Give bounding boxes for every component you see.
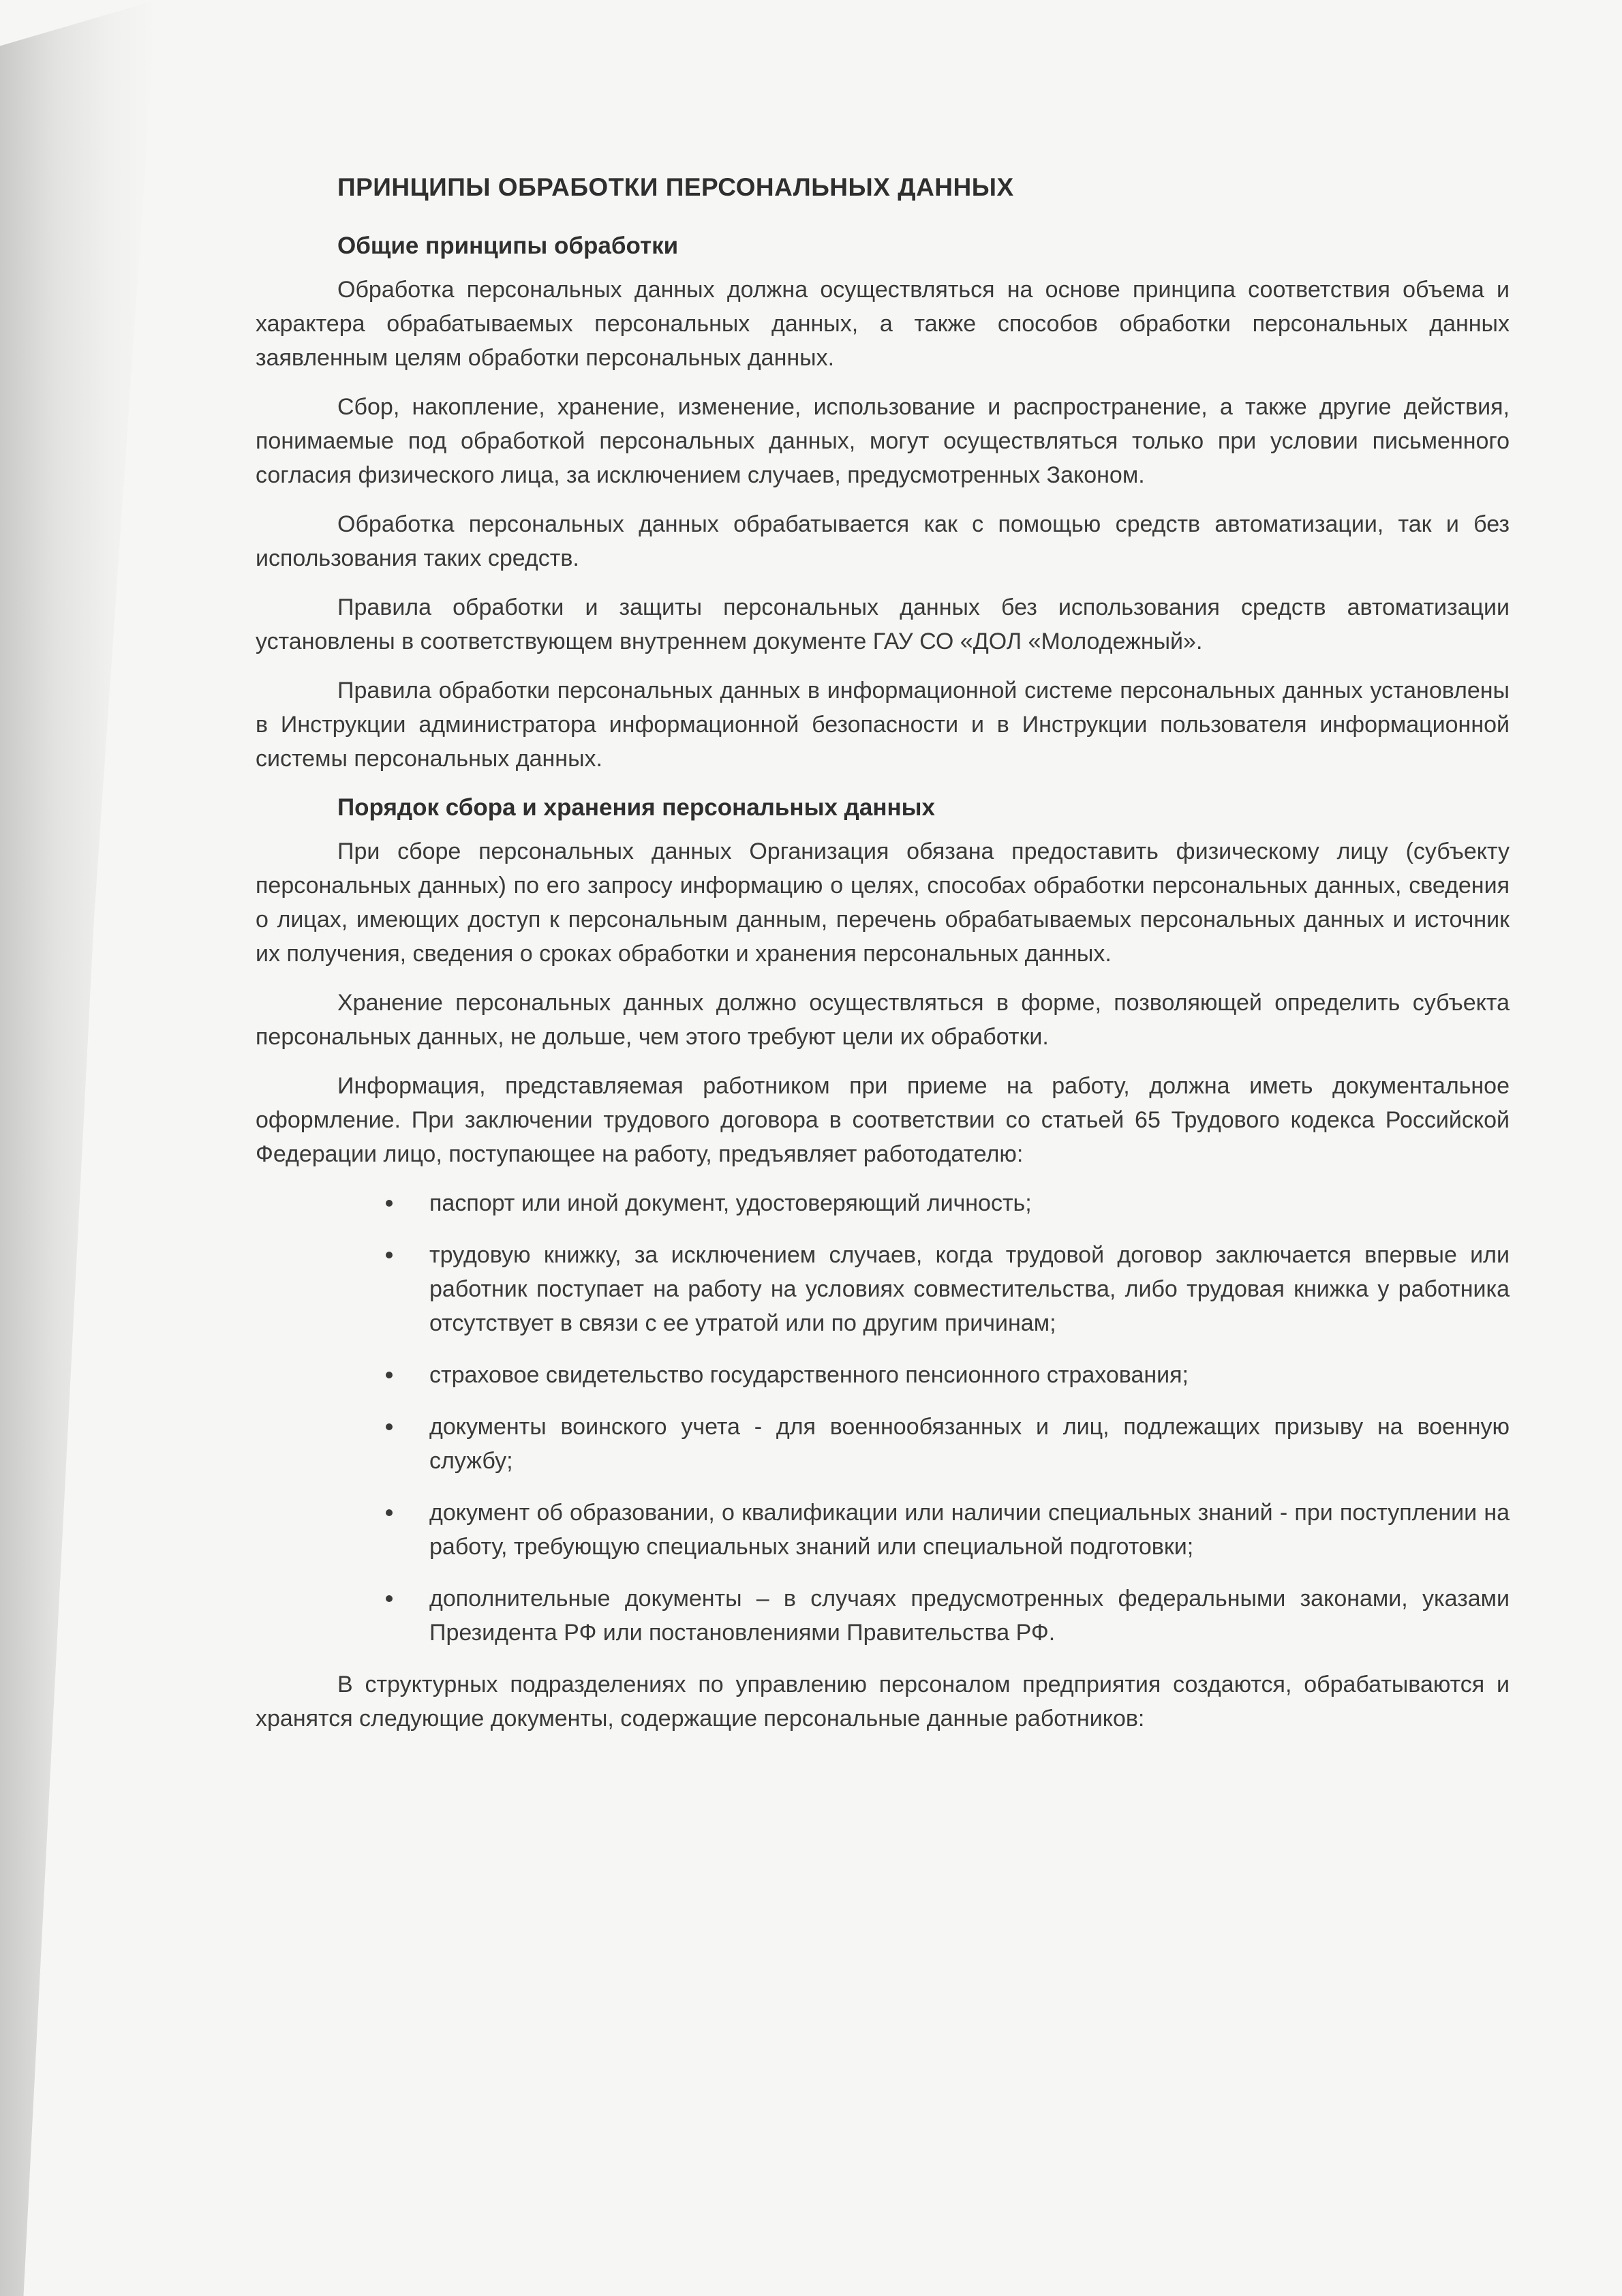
bullet-icon (386, 1372, 393, 1378)
paragraph: Обработка персональных данных обрабатывается как с помощью средств автоматизации, так и без использования таких средств. (256, 511, 1510, 571)
list-item-text: дополнительные документы – в случаях предусмотренных федеральными законами, указами Президента РФ или постановлениями Правительства РФ. (429, 1586, 1510, 1646)
list-item-text: страховое свидетельство государственного пенсионного страхования; (429, 1362, 1189, 1388)
paragraph: Обработка персональных данных должна осуществляться на основе принципа соответствия объема и характера обрабатываемых персональных данных, а также способов обработки персональных данных заявленным целям обработки персональных данных. (256, 277, 1510, 371)
scan-edge-shadow (0, 0, 157, 2296)
bullet-icon (386, 1252, 393, 1258)
paragraph: Правила обработки персональных данных в информационной системе персональных данных установлены в Инструкции администратора информационной безопасности и в Инструкции пользователя информационной системы персональных данных. (256, 678, 1510, 772)
bullet-icon (386, 1423, 393, 1430)
document-page (256, 170, 1510, 1751)
list-item-text: документ об образовании, о квалификации или наличии специальных знаний - при поступлении на работу, требующую специальных знаний или специальной подготовки; (429, 1500, 1510, 1560)
list-item-text: документы воинского учета - для военнообязанных и лиц, подлежащих призыву на военную службу; (429, 1414, 1510, 1474)
list-item-text: трудовую книжку, за исключением случаев, когда трудовой договор заключается впервые или работник поступает на работу на условиях совместительства, либо трудовая книжка у работника отсутствует в связи с ее утратой или по другим причинам; (429, 1242, 1510, 1336)
list-item (429, 1186, 1510, 1220)
list-item (429, 1410, 1510, 1478)
required-documents-list (256, 1186, 1510, 1650)
bullet-icon (386, 1595, 393, 1602)
list-item-text: паспорт или иной документ, удостоверяющий личность; (429, 1190, 1032, 1216)
paragraph: Хранение персональных данных должно осуществляться в форме, позволяющей определить субъекта персональных данных, не дольше, чем этого требуют цели их обработки. (256, 990, 1510, 1050)
paragraph: Информация, представляемая работником при приеме на работу, должна иметь документальное оформление. При заключении трудового договора в соответствии со статьей 65 Трудового кодекса Российской Федерации лицо, поступающее на работу, предъявляет работодателю: (256, 1073, 1510, 1167)
paragraph: Правила обработки и защиты персональных данных без использования средств автоматизации установлены в соответствующем внутреннем документе ГАУ СО «ДОЛ «Молодежный». (256, 594, 1510, 654)
paragraph: Сбор, накопление, хранение, изменение, использование и распространение, а также другие действия, понимаемые под обработкой персональных данных, могут осуществляться только при условии письменного согласия физического лица, за исключением случаев, предусмотренных Законом. (256, 394, 1510, 488)
list-item (429, 1496, 1510, 1564)
bullet-icon (386, 1509, 393, 1516)
section-heading-general: Общие принципы обработки (337, 232, 679, 259)
document-title: ПРИНЦИПЫ ОБРАБОТКИ ПЕРСОНАЛЬНЫХ ДАННЫХ (337, 173, 1014, 201)
paragraph: В структурных подразделениях по управлению персоналом предприятия создаются, обрабатываются и хранятся следующие документы, содержащие персональные данные работников: (256, 1672, 1510, 1732)
list-item (429, 1582, 1510, 1650)
list-item (429, 1358, 1510, 1392)
paragraph: При сборе персональных данных Организация обязана предоставить физическому лицу (субъекту персональных данных) по его запросу информацию о целях, способах обработки персональных данных, сведения о лицах, имеющих доступ к персональным данным, перечень обрабатываемых персональных данных и источник их получения, сведения о сроках обработки и хранения персональных данных. (256, 839, 1510, 967)
list-item (429, 1238, 1510, 1340)
section-heading-collection: Порядок сбора и хранения персональных данных (337, 794, 935, 821)
bullet-icon (386, 1200, 393, 1207)
